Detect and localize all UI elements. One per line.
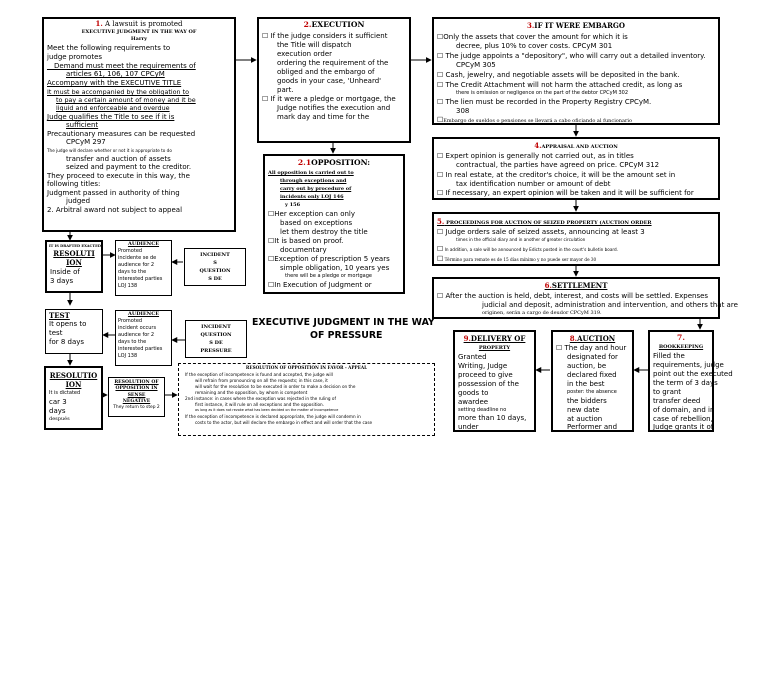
box9-line: possession of the	[458, 380, 519, 388]
box5-line: Judge orders sale of seized assets, announcing at least 3	[445, 228, 645, 236]
checkbox-bullet-icon: ☐	[268, 210, 275, 218]
box3-line: 308	[456, 107, 470, 115]
box2-line: Judge notifies the execution and	[277, 104, 391, 112]
box-proceedings-auction	[432, 212, 720, 266]
box-audience-2	[115, 310, 172, 366]
neg-line: SENSE	[127, 393, 146, 398]
test-line: It opens to	[49, 320, 87, 328]
box21-number: 2.1	[297, 158, 312, 167]
favor-line: costs to the actor, but will declare the embargo in effect and will order that the case	[195, 420, 373, 425]
incident1-line: QUESTION	[199, 268, 231, 274]
checkbox-bullet-icon: ☐	[437, 152, 444, 160]
audience1-line: LOJ 138	[118, 283, 138, 289]
res2-title-1: RESOLUTIO	[49, 371, 98, 380]
box1-subheading1: EXECUTIVE JUDGMENT IN THE WAY OF	[81, 29, 197, 35]
box21-line: All opposition is carried out to	[268, 170, 354, 176]
box5-heading: PROCEEDINGS FOR AUCTION OF SEIZED PROPERTY (AUCTION ORDER	[446, 220, 652, 226]
box6-number: 6.	[544, 281, 552, 290]
box2-line: the Title will dispatch	[277, 41, 352, 49]
box6-line: After the auction is held, debt, interest, and costs will be settled. Expenses	[445, 292, 709, 300]
box-resolution-favor	[178, 363, 435, 436]
box1-line: transfer and auction of assets	[66, 155, 171, 163]
checkbox-bullet-icon: ☐	[437, 255, 444, 263]
box-bookkeeping	[648, 330, 733, 432]
box1-subheading2: Harry	[130, 36, 148, 42]
box3-number: 3.	[526, 21, 535, 30]
box-settlement	[432, 277, 738, 319]
box8-line: poster: the absence	[567, 389, 617, 395]
box8-line: new date	[567, 406, 600, 414]
res1-title-1: RESOLUTI	[53, 249, 95, 258]
page-title-line2: OF PRESSURE	[310, 330, 383, 341]
test-line: for 8 days	[49, 338, 85, 346]
test-title: TEST	[49, 311, 70, 320]
incident2-line: PRESSURE	[200, 348, 232, 354]
box1-line: 2. Arbitral award not subject to appeal	[47, 206, 183, 214]
box2-number: 2.	[303, 20, 312, 29]
box7-heading: BOOKKEEPING	[658, 344, 704, 350]
box7-line: point out the executed	[653, 370, 733, 378]
checkbox-bullet-icon: ☐	[437, 171, 444, 179]
res1-title-2: ION	[66, 258, 82, 267]
box5-line: Término para remate es de 15 días mínimo y no puede ser mayor de 30	[444, 257, 597, 262]
box9-line: setting deadline no	[458, 407, 507, 413]
box9-line: goods to	[458, 389, 489, 397]
neg-line: They return to step 2	[113, 405, 160, 410]
checkbox-bullet-icon: ☐	[262, 95, 269, 103]
box-delivery-property	[453, 330, 536, 432]
box8-line: at auction	[567, 415, 603, 423]
audience2-line: days to the	[118, 339, 147, 345]
box2-line: part.	[277, 86, 294, 94]
box1-line: CPCyM 297	[66, 138, 106, 146]
box21-line: y 156	[285, 202, 301, 208]
favor-line: will wait for the resolution to be executed in order to make a decision on the	[195, 384, 356, 389]
box7-line: to grant	[653, 388, 682, 396]
box8-line: declared fixed	[567, 371, 617, 379]
box21-line: Exception of prescription 5 years	[274, 255, 390, 263]
box1-line: judged	[66, 197, 91, 205]
box-test	[45, 309, 103, 354]
box1-line: It must be accompanied by the obligation to	[47, 88, 190, 96]
box7-line: case of rebellion,	[653, 415, 713, 423]
box-lawsuit-promoted	[42, 17, 236, 232]
audience1-line: days to the	[118, 269, 147, 275]
incident1-line: S	[213, 260, 217, 266]
box5-number: 5.	[437, 217, 445, 226]
box3-line: decree, plus 10% to cover costs. CPCyM 301	[456, 42, 613, 50]
box-resolution-negative	[108, 377, 165, 417]
neg-line: RESOLUTION OF	[114, 380, 159, 385]
box5-line: times in the official diary and in another of greater circulation	[456, 237, 586, 242]
box9-heading2: PROPERTY	[478, 345, 511, 351]
checkbox-bullet-icon: ☐	[437, 116, 444, 124]
box2-line: ordering the requirement of the	[277, 59, 389, 67]
box1-line: The judge will declare whether or not it is appropriate to do	[47, 148, 172, 153]
box21-line: It is based on proof.	[274, 237, 344, 245]
test-line: test	[49, 329, 63, 337]
res1-top-label: IT IS DRAFTED EXACTED	[49, 244, 101, 248]
favor-line: first instance, it will rule on all exceptions and the opposition.	[195, 402, 325, 407]
box6-line: originen, serán a cargo de deudor CPCyM 319.	[482, 310, 602, 316]
box7-number: 7.	[677, 333, 685, 342]
checkbox-bullet-icon: ☐	[268, 237, 275, 245]
box9-line: under	[458, 423, 479, 431]
favor-line: If the exception of incompetence is declared appropriate, the judge will condemn in	[185, 414, 361, 419]
audience2-line: incident occurs	[118, 325, 157, 331]
box9-line: Writing, Judge	[458, 362, 508, 370]
box21-line: there will be a pledge or mortgage	[285, 273, 372, 279]
box8-number: 8.	[569, 334, 578, 343]
box7-line: of domain, and in	[653, 406, 715, 414]
box9-line: Granted	[458, 353, 487, 361]
checkbox-bullet-icon: ☐	[437, 71, 444, 79]
checkbox-bullet-icon: ☐	[437, 81, 444, 89]
audience1-line: interested parties	[118, 276, 163, 282]
box21-line: In Execution of Judgment or	[274, 281, 372, 289]
box21-line: carry out by procedure of	[280, 186, 352, 192]
box-incidents-2	[185, 320, 247, 358]
audience1-line: audience for 2	[118, 262, 155, 268]
res1-line: Inside of	[50, 268, 80, 276]
box3-line: there is omission or negligence on the part of the debtor CPCyM 302	[456, 90, 629, 96]
audience2-line: interested parties	[118, 346, 163, 352]
box4-line: If necessary, an expert opinion will be taken and it will be sufficient for	[445, 189, 694, 197]
page-title-line1: EXECUTIVE JUDGMENT IN THE WAY	[252, 317, 435, 328]
box1-heading: A lawsuit is promoted	[105, 20, 183, 28]
audience2-title: AUDIENCE	[127, 311, 160, 317]
box3-line: The Credit Attachment will not harm the attached credit, as long as	[445, 81, 683, 89]
box9-number: 9.	[463, 334, 471, 343]
box-resolution-1	[45, 240, 103, 293]
box-execution	[257, 17, 411, 143]
box8-line: Performer and	[567, 423, 618, 431]
box-resolution-2	[44, 366, 103, 430]
audience1-line: Promoted	[118, 248, 143, 254]
checkbox-bullet-icon: ☐	[437, 245, 444, 253]
box1-line: __Demand must meet the requirements of	[47, 62, 196, 70]
checkbox-bullet-icon: ☐	[437, 98, 444, 106]
res1-line: 3 days	[50, 277, 74, 285]
box1-line: Precautionary measures can be requested	[47, 130, 196, 138]
box1-line: judge promotes	[47, 53, 103, 61]
incident2-line: S DE	[209, 340, 223, 346]
box9-line: more than 10 days,	[458, 414, 527, 422]
box-audience-1	[115, 240, 172, 296]
box2-line: goods in your case, 'Unheard'	[277, 77, 382, 85]
box8-line: designated for	[567, 353, 618, 361]
box1-line: Meet the following requirements to	[47, 44, 171, 52]
box21-line: Her exception can only	[274, 210, 355, 218]
res2-line: It is dictated	[49, 390, 81, 396]
checkbox-bullet-icon: ☐	[437, 52, 444, 60]
checkbox-bullet-icon: ☐	[437, 189, 444, 197]
box8-heading: AUCTION	[577, 334, 616, 343]
box2-line: execution order	[277, 50, 333, 58]
box1-line: to pay a certain amount of money and it be	[56, 96, 196, 104]
box1-line: seized and payment to the creditor.	[66, 163, 192, 171]
res2-line: después	[49, 416, 70, 422]
box1-line: sufficient	[66, 121, 99, 129]
box1-line: Judge qualifies the Title to see if it is	[47, 113, 175, 121]
favor-line: remaining and the opposition, by whom is competent	[195, 390, 308, 395]
box3-line: CPCyM 305	[456, 61, 496, 69]
box-embargo	[432, 17, 720, 125]
checkbox-bullet-icon: ☐	[437, 228, 444, 236]
box7-line: requirements, judge	[653, 361, 724, 369]
box8-line: auction, be	[567, 362, 607, 370]
res2-title-2: ION	[65, 380, 82, 389]
incident1-line: INCIDENT	[200, 252, 230, 258]
box6-heading: SETTLEMENT	[551, 281, 608, 290]
favor-line: If the exception of incompetence is found and accepted, the judge will	[185, 372, 333, 377]
favor-line: as long as it does not revoke what has been decided on the matter of incompetence	[195, 408, 339, 412]
box1-line: Accompany with the EXECUTIVE TITLE	[47, 79, 182, 87]
checkbox-bullet-icon: ☐	[556, 344, 563, 352]
checkbox-bullet-icon: ☐	[437, 33, 444, 41]
box3-heading: IF IT WERE EMBARGO	[534, 21, 626, 30]
res2-line: car 3	[49, 398, 67, 406]
box1-line: Judgment passed in authority of thing	[47, 189, 180, 197]
box7-line: Filled the	[653, 352, 685, 360]
box21-line: based on exceptions	[280, 219, 353, 227]
box4-line: tax identification number or amount of debt	[456, 180, 611, 188]
box21-line: through exceptions and	[280, 178, 347, 184]
box4-line: contractual, the parties have agreed on price. CPCyM 312	[456, 161, 660, 169]
neg-line: NEGATIVE	[122, 399, 151, 404]
box21-line: documentary	[280, 246, 327, 254]
box2-line: If the judge considers it sufficient	[270, 32, 388, 40]
box9-line: awardee	[458, 398, 489, 406]
box5-line: In addition, a sale will be announced by Edicts posted in the court's bulletin board.	[444, 247, 619, 252]
audience2-line: Promoted	[118, 318, 143, 324]
audience2-line: audience for 2	[118, 332, 155, 338]
box3-line: Embargo de sueldos o pensiones se llevará a cabo oficiando al funcionario	[443, 118, 632, 124]
box21-line: simple obligation, 10 years yes	[280, 264, 390, 272]
box1-line: liquid and enforceable and overdue	[56, 104, 170, 112]
res2-line: days	[49, 407, 66, 415]
incident2-line: QUESTION	[200, 332, 232, 338]
box2-line: mark day and time for the	[277, 113, 370, 121]
box8-line: The day and hour	[564, 344, 627, 352]
favor-title: RESOLUTION OF OPPOSITION IN FAVOR - APPEAL	[245, 365, 368, 370]
box-incidents-1	[184, 248, 246, 286]
box2-line: If it were a pledge or mortgage, the	[270, 95, 396, 103]
incident2-line: INCIDENT	[201, 324, 231, 330]
box4-line: In real estate, at the creditor's choice, it will be the amount set in	[445, 171, 676, 179]
box9-line: proceed to give	[458, 371, 513, 379]
box3-line: Only the assets that cover the amount for which it is	[443, 33, 628, 41]
checkbox-bullet-icon: ☐	[437, 292, 444, 300]
box4-heading: APPRAISAL AND AUCTION	[541, 144, 618, 150]
box21-line: let them destroy the title	[280, 228, 368, 236]
audience2-line: LOJ 138	[118, 353, 138, 359]
box21-heading: OPPOSITION:	[311, 158, 371, 167]
box-appraisal-auction	[432, 137, 720, 200]
box1-line: They proceed to execute in this way, the	[47, 172, 190, 180]
audience1-line: incidente se de	[118, 255, 157, 261]
box3-line: The judge appoints a "depository", who will carry out a detailed inventory.	[445, 52, 706, 60]
incident1-line: S DE	[208, 276, 222, 282]
box6-line: judicial and deposit, administration and intervention, and others that are	[482, 301, 738, 309]
favor-line: 2nd instance: in cases where the exception was rejected in the ruling of	[185, 396, 336, 401]
box7-line: Judge grants it of	[653, 423, 714, 431]
box1-line: following titles:	[47, 180, 101, 188]
box8-line: in the best	[567, 380, 605, 388]
box1-number: 1.	[95, 19, 103, 28]
box-opposition	[263, 154, 405, 294]
neg-line: OPPOSITION IN	[115, 386, 158, 391]
audience1-title: AUDIENCE	[127, 241, 160, 247]
checkbox-bullet-icon: ☐	[268, 281, 275, 289]
favor-line: will refrain from pronouncing on all the requests; in this case, it	[195, 378, 328, 383]
box9-heading1: DELIVERY OF	[470, 334, 526, 343]
box-auction	[551, 330, 634, 432]
box7-line: transfer deed	[653, 397, 701, 405]
checkbox-bullet-icon: ☐	[268, 255, 275, 263]
box4-number: 4.	[534, 141, 542, 150]
box3-line: The lien must be recorded in the Property Registry CPCyM.	[445, 98, 652, 106]
box1-line: articles 61, 106, 107 CPCyM	[66, 70, 165, 78]
box2-line: obliged and the embargo of	[277, 68, 375, 76]
box2-heading: EXECUTION	[311, 20, 365, 29]
box4-line: Expert opinion is generally not carried out, as in titles	[445, 152, 634, 160]
box8-line: the bidders	[567, 397, 607, 405]
box21-line: incidents only LOJ 146	[280, 194, 344, 200]
box7-line: the term of 3 days	[653, 379, 718, 387]
checkbox-bullet-icon: ☐	[262, 32, 269, 40]
box3-line: Cash, jewelry, and negotiable assets will be deposited in the bank.	[445, 71, 680, 79]
